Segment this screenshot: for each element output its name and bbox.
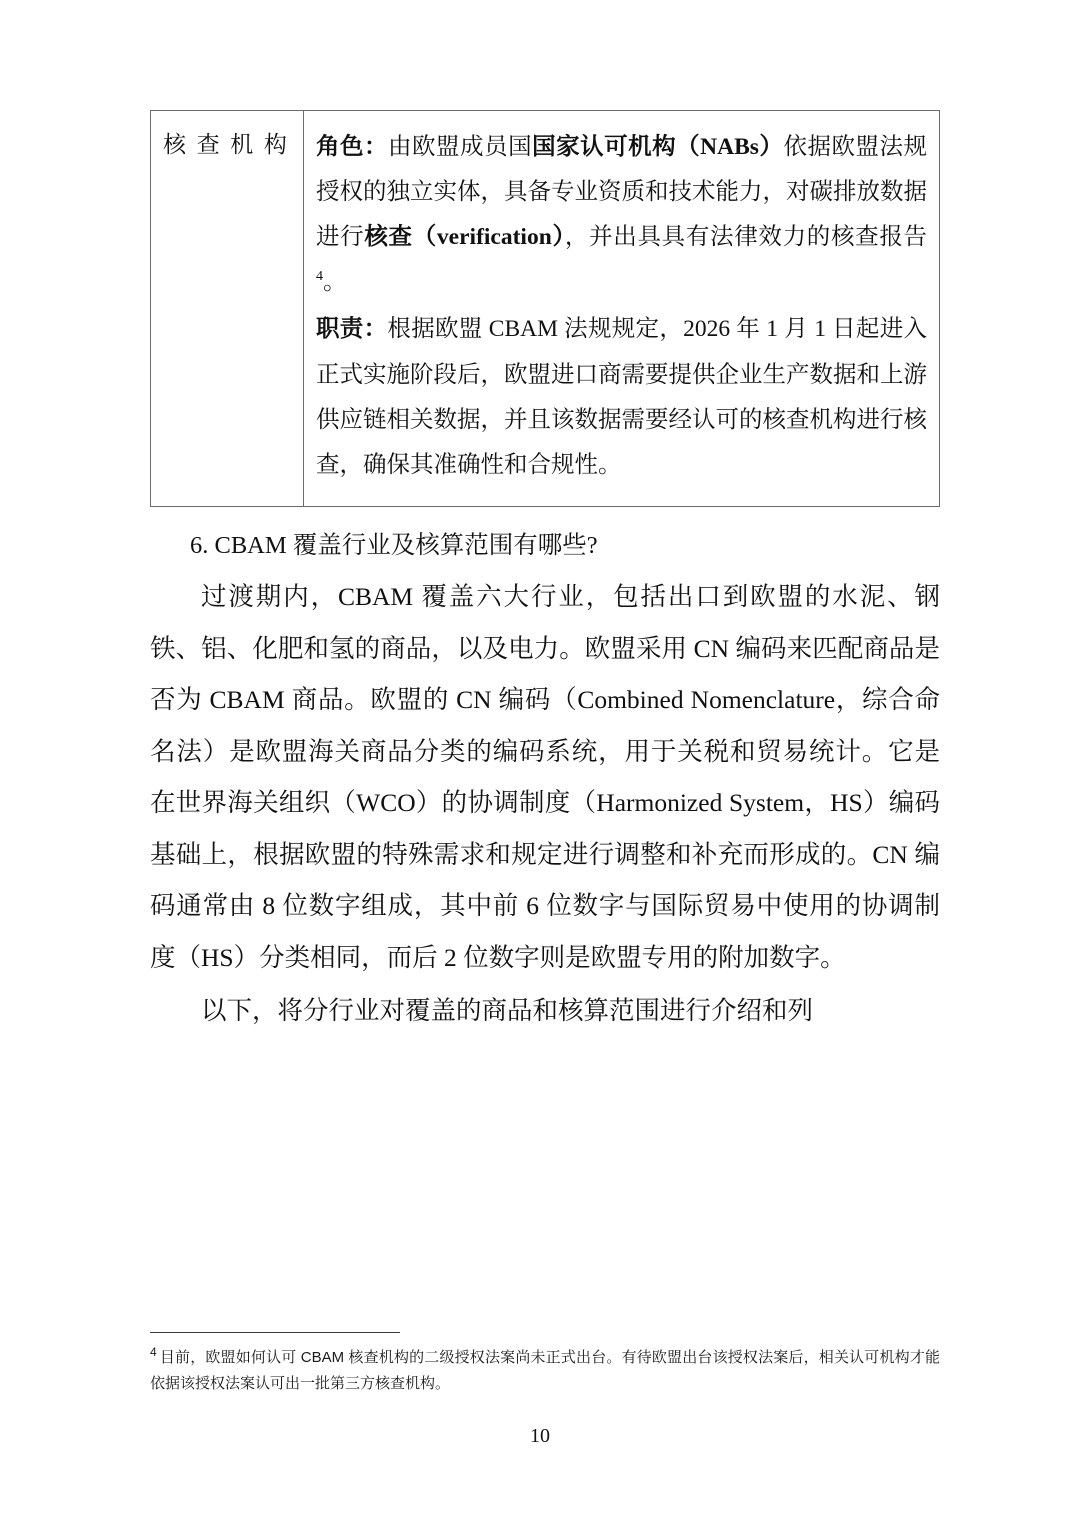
verification-body-table [150, 110, 940, 507]
footnote-marker-inline: 4 [316, 269, 323, 285]
footnote-text: 目前，欧盟如何认可 CBAM 核查机构的二级授权法案尚未正式出台。有待欧盟出台该授权法案后，相关认可机构才能依据该授权法案认可出一批第三方核查机构。 [150, 1349, 940, 1393]
role-term-nabs: 国家认可机构（NABs） [532, 134, 784, 160]
question-heading: 6. CBAM 覆盖行业及核算范围有哪些? [190, 531, 598, 559]
table-row-label: 核查机构 [151, 111, 304, 507]
duty-paragraph [316, 307, 927, 487]
duty-text: 根据欧盟 CBAM 法规规定，2026 年 1 月 1 日起进入正式实施阶段后，欧盟进口商需要提供企业生产数据和上游供应链相关数据，并且该数据需要经认可的核查机构进行核查，确保其准确性和合规性。 [316, 316, 928, 478]
body-paragraph-2: 以下，将分行业对覆盖的商品和核算范围进行介绍和列 [201, 996, 814, 1026]
footnote [150, 1345, 940, 1398]
role-text-2: 依据欧盟法规授权的独立实体，具备专业资质和技术能力，对碳排放数据进行 [316, 134, 928, 251]
role-paragraph [316, 125, 927, 305]
duty-label: 职责： [316, 316, 388, 343]
table-row [151, 111, 940, 507]
role-text-1: 由欧盟成员国 [388, 134, 533, 160]
footnote-divider [150, 1332, 400, 1333]
table-row-content [304, 111, 940, 507]
page-number: 10 [530, 1425, 550, 1447]
role-term-verification: 核查（verification） [364, 224, 565, 251]
page-content [150, 110, 940, 1037]
role-text-3: ，并出具具有法律效力的核查报告 [564, 224, 927, 251]
footnote-number: 4 [150, 1345, 157, 1359]
role-label: 角色： [316, 134, 389, 160]
body-paragraph-1: 过渡期内，CBAM 覆盖六大行业，包括出口到欧盟的水泥、钢铁、铝、化肥和氢的商品，以及电力。欧盟采用 CN 编码来匹配商品是否为 CBAM 商品。欧盟的 CN 编码（Combined Nomenclature，综合命名法）是欧盟海关商品分类的编码系统，用于关税和贸易统计。它是在世界海关组织（WCO）的协调制度（Harmonized System，HS）编码基础上，根据欧盟的特殊需求和规定进行调整和补充而形成的。CN 编码通常由 8 位数字组成，其中前 6 位数字与国际贸易中使用的协调制度（HS）分类相同，而后 2 位数字则是欧盟专用的附加数字。 [150, 582, 940, 972]
role-text-4: 。 [323, 269, 347, 296]
